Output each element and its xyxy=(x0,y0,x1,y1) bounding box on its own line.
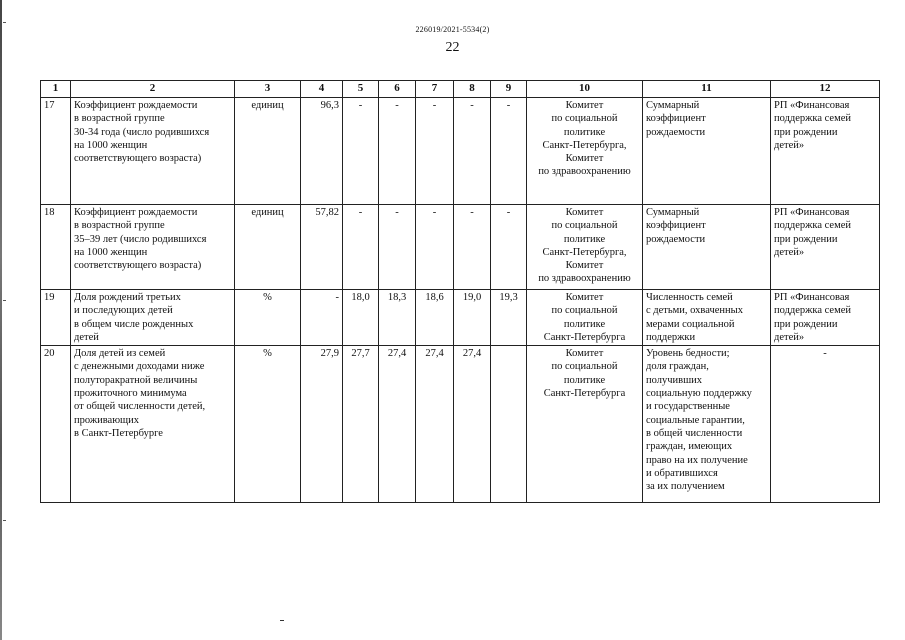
value-cell: 18,6 xyxy=(416,290,454,346)
header-cell: 8 xyxy=(454,81,491,98)
value-cell: 19,0 xyxy=(454,290,491,346)
unit-cell: % xyxy=(235,346,301,503)
value-cell: 18,3 xyxy=(379,290,416,346)
regional-project-cell: - xyxy=(771,346,880,503)
value-cell: - xyxy=(454,205,491,290)
value-cell: - xyxy=(491,205,527,290)
scan-edge-mark xyxy=(3,520,6,521)
row-number-cell: 19 xyxy=(41,290,71,346)
unit-cell: % xyxy=(235,290,301,346)
regional-project-cell: РП «Финансовая поддержка семей при рождении детей» xyxy=(771,205,880,290)
value-cell: 27,4 xyxy=(379,346,416,503)
unit-cell: единиц xyxy=(235,205,301,290)
related-indicator-cell: Суммарный коэффициент рождаемости xyxy=(643,205,771,290)
related-indicator-cell: Численность семей с детьми, охваченных мерами социальной поддержки xyxy=(643,290,771,346)
value-cell: - xyxy=(416,205,454,290)
header-cell: 9 xyxy=(491,81,527,98)
value-cell: 57,82 xyxy=(301,205,343,290)
value-cell xyxy=(491,346,527,503)
regional-project-cell: РП «Финансовая поддержка семей при рождении детей» xyxy=(771,98,880,205)
value-cell: - xyxy=(343,205,379,290)
scan-artifact xyxy=(280,620,284,621)
indicator-name-cell: Доля детей из семей с денежными доходами ниже полуторакратной величины прожиточного минимума от общей численности детей, проживающих в Санкт-Петербурге xyxy=(71,346,235,503)
regional-project-cell: РП «Финансовая поддержка семей при рождении детей» xyxy=(771,290,880,346)
value-cell: 27,4 xyxy=(454,346,491,503)
value-cell: - xyxy=(379,98,416,205)
responsible-executive-cell: Комитет по социальной политике Санкт-Петербурга, Комитет по здравоохранению xyxy=(527,98,643,205)
table-row xyxy=(41,290,880,346)
indicator-name-cell: Доля рождений третьих и последующих детей в общем числе рожденных детей xyxy=(71,290,235,346)
table-row xyxy=(41,346,880,503)
value-cell: - xyxy=(454,98,491,205)
unit-cell: единиц xyxy=(235,98,301,205)
table-header-row xyxy=(41,81,880,98)
header-cell: 2 xyxy=(71,81,235,98)
table-row xyxy=(41,205,880,290)
related-indicator-cell: Уровень бедности; доля граждан, получивших социальную поддержку и государственные социальные гарантии, в общей численности граждан, имеющих право на их получение и обратившихся за их получением xyxy=(643,346,771,503)
page-number: 22 xyxy=(445,40,460,55)
indicator-name-cell: Коэффициент рождаемости в возрастной группе 35–39 лет (число родившихся на 1000 женщин соответствующего возраста) xyxy=(71,205,235,290)
value-cell: - xyxy=(491,98,527,205)
value-cell: - xyxy=(379,205,416,290)
row-number-cell: 17 xyxy=(41,98,71,205)
header-cell: 3 xyxy=(235,81,301,98)
header-cell: 5 xyxy=(343,81,379,98)
value-cell: - xyxy=(301,290,343,346)
value-cell: 27,4 xyxy=(416,346,454,503)
header-cell: 6 xyxy=(379,81,416,98)
value-cell: 27,7 xyxy=(343,346,379,503)
header-cell: 4 xyxy=(301,81,343,98)
value-cell: 27,9 xyxy=(301,346,343,503)
value-cell: - xyxy=(343,98,379,205)
header-cell: 12 xyxy=(771,81,880,98)
value-cell: 18,0 xyxy=(343,290,379,346)
header-cell: 11 xyxy=(643,81,771,98)
responsible-executive-cell: Комитет по социальной политике Санкт-Петербурга xyxy=(527,346,643,503)
scan-left-edge xyxy=(0,0,2,640)
scan-edge-mark xyxy=(3,300,6,301)
related-indicator-cell: Суммарный коэффициент рождаемости xyxy=(643,98,771,205)
document-id: 226019/2021-5534(2) xyxy=(415,25,490,34)
responsible-executive-cell: Комитет по социальной политике Санкт-Петербурга, Комитет по здравоохранению xyxy=(527,205,643,290)
value-cell: 19,3 xyxy=(491,290,527,346)
header-cell: 1 xyxy=(41,81,71,98)
table-row xyxy=(41,98,880,205)
value-cell: 96,3 xyxy=(301,98,343,205)
header-cell: 7 xyxy=(416,81,454,98)
responsible-executive-cell: Комитет по социальной политике Санкт-Петербурга xyxy=(527,290,643,346)
indicators-table xyxy=(40,80,880,503)
scan-edge-mark xyxy=(3,22,6,23)
indicator-name-cell: Коэффициент рождаемости в возрастной группе 30-34 года (число родившихся на 1000 женщин соответствующего возраста) xyxy=(71,98,235,205)
header-cell: 10 xyxy=(527,81,643,98)
row-number-cell: 18 xyxy=(41,205,71,290)
value-cell: - xyxy=(416,98,454,205)
row-number-cell: 20 xyxy=(41,346,71,503)
